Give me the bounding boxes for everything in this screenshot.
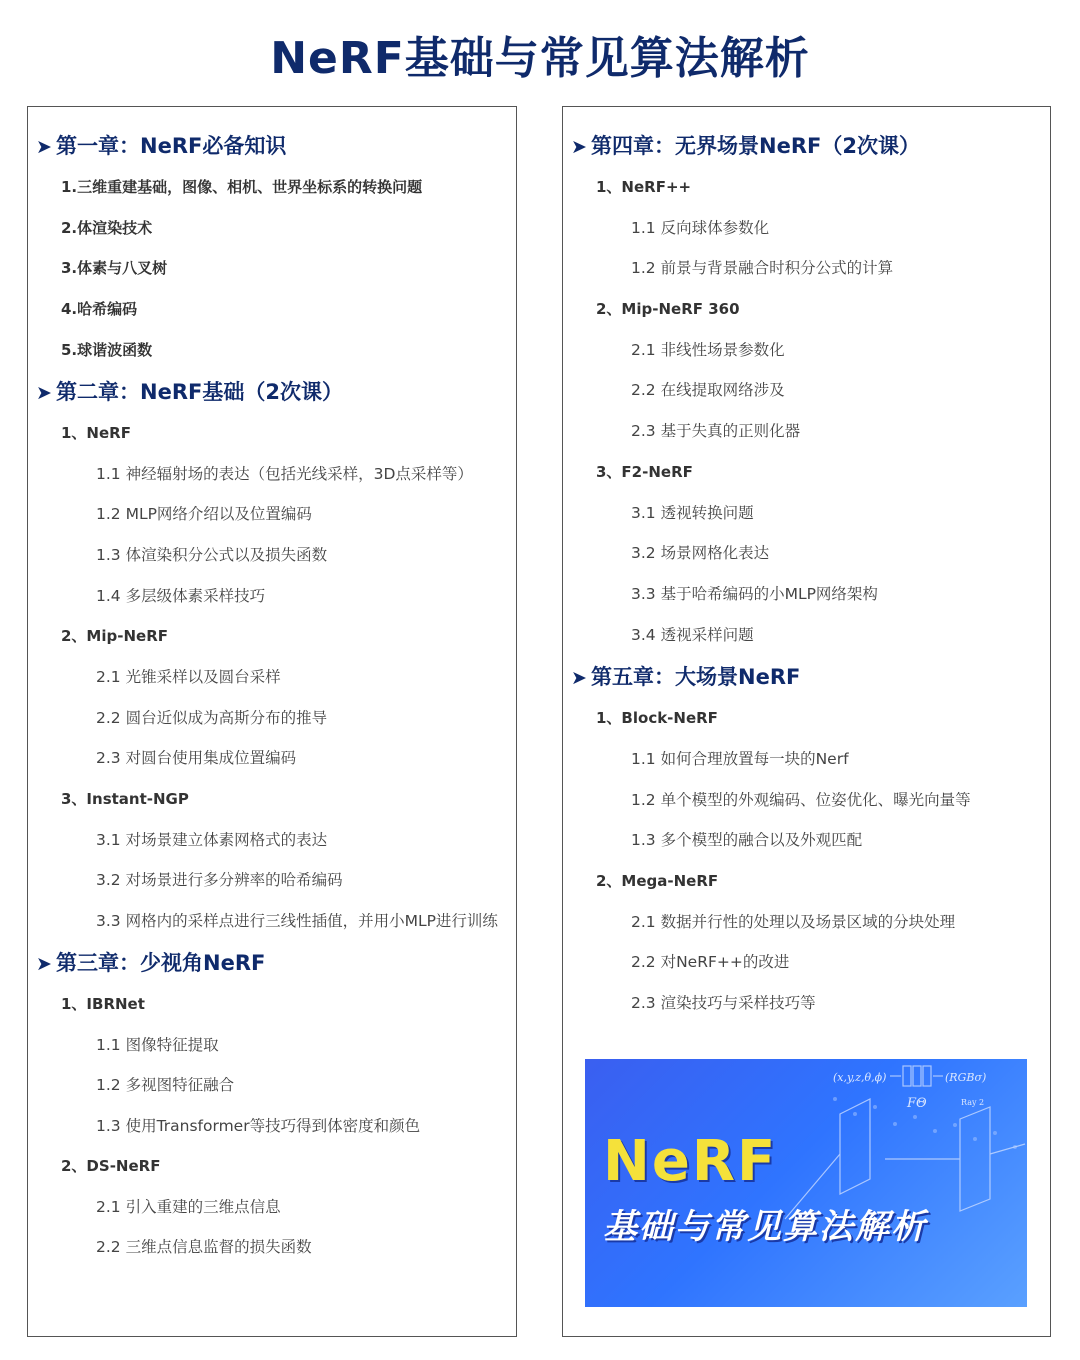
section-item: 1、Block-NeRF: [596, 709, 718, 728]
arrow-bullet-icon: ➤: [571, 136, 587, 158]
chapter-heading: [571, 662, 1050, 692]
subsection-item: 2.1 非线性场景参数化: [631, 340, 785, 359]
section-item: 2、DS-NeRF: [61, 1157, 161, 1176]
chapter-heading: [36, 131, 516, 161]
banner-ray-label: Ray 2: [961, 1098, 985, 1107]
section-item: 2、Mip-NeRF 360: [596, 300, 740, 319]
chapter-spacer: [28, 941, 516, 948]
subsection-item: 2.2 在线提取网络涉及: [631, 381, 785, 400]
subsection-item: 1.4 多层级体素采样技巧: [96, 586, 266, 605]
subsection-item: 2.3 基于失真的正则化器: [631, 422, 801, 441]
chapter-heading: [36, 948, 516, 978]
chapter-title: 第五章：大场景NeRF: [591, 665, 801, 690]
section-item: 3、Instant-NGP: [61, 789, 189, 808]
banner-formula-f: FΘ: [907, 1096, 927, 1111]
section-item: 2.体渲染技术: [61, 218, 153, 237]
subsection-item: 1.2 多视图特征融合: [96, 1076, 235, 1095]
section-item: 1、NeRF++: [596, 178, 692, 196]
arrow-bullet-icon: ➤: [571, 667, 587, 690]
right-outline: [563, 131, 1050, 1024]
subsection-item: 1.1 神经辐射场的表达（包括光线采样，3D点采样等）: [96, 465, 473, 484]
section-item: 5.球谐波函数: [61, 340, 153, 359]
subsection-item: 2.3 对圆台使用集成位置编码: [96, 749, 297, 768]
subsection-item: 1.2 MLP网络介绍以及位置编码: [96, 505, 312, 524]
subsection-item: 3.1 对场景建立体素网格式的表达: [96, 830, 328, 849]
chapter-title: 第二章：NeRF基础（2次课）: [56, 380, 343, 405]
subsection-item: 2.1 引入重建的三维点信息: [96, 1197, 281, 1216]
right-outline-panel: [562, 106, 1051, 1337]
subsection-item: 3.1 透视转换问题: [631, 503, 754, 522]
section-item: 1.三维重建基础，图像、相机、世界坐标系的转换问题: [61, 178, 423, 196]
page-title: NeRF基础与常见算法解析: [270, 33, 810, 84]
subsection-item: 3.3 基于哈希编码的小MLP网络架构: [631, 584, 878, 603]
subsection-item: 2.2 三维点信息监督的损失函数: [96, 1238, 312, 1257]
banner-formula-output: (RGBσ): [945, 1071, 987, 1084]
subsection-item: 2.3 渲染技巧与采样技巧等: [631, 994, 816, 1013]
section-item: 3.体素与八叉树: [61, 259, 168, 278]
subsection-item: 3.2 对场景进行多分辨率的哈希编码: [96, 871, 343, 890]
chapter-title: 第一章：NeRF必备知识: [56, 134, 287, 158]
subsection-item: 1.3 使用Transformer等技巧得到体密度和颜色: [96, 1117, 421, 1136]
chapter-title: 第四章：无界场景NeRF（2次课）: [591, 134, 920, 158]
chapter-heading: [36, 377, 516, 407]
subsection-item: 2.2 对NeRF++的改进: [631, 953, 790, 972]
subsection-item: 1.1 如何合理放置每一块的Nerf: [631, 749, 849, 768]
arrow-bullet-icon: ➤: [36, 953, 52, 975]
subsection-item: 1.3 体渲染积分公式以及损失函数: [96, 545, 328, 564]
subsection-item: 2.1 光锥采样以及圆台采样: [96, 667, 281, 686]
subsection-item: 3.4 透视采样问题: [631, 625, 754, 644]
banner-subtitle: 基础与常见算法解析: [603, 1207, 927, 1247]
section-item: 2、Mip-NeRF: [61, 627, 168, 646]
subsection-item: 1.1 图像特征提取: [96, 1035, 219, 1054]
section-item: 1、IBRNet: [61, 995, 145, 1013]
subsection-item: 2.1 数据并行性的处理以及场景区域的分块处理: [631, 912, 956, 931]
subsection-item: 1.2 前景与背景融合时积分公式的计算: [631, 259, 894, 278]
banner-formula-input: (x,y,z,θ,ϕ): [833, 1071, 887, 1084]
chapter-title: 第三章：少视角NeRF: [56, 951, 266, 975]
left-outline-panel: [27, 106, 517, 1337]
chapter-heading: [571, 131, 1050, 161]
section-item: 4.哈希编码: [61, 300, 138, 319]
banner-title: NeRF: [603, 1129, 778, 1194]
chapter-spacer: [28, 370, 516, 377]
subsection-item: 1.2 单个模型的外观编码、位姿优化、曝光向量等: [631, 790, 971, 809]
section-item: 2、Mega-NeRF: [596, 872, 719, 890]
subsection-item: 1.1 反向球体参数化: [631, 218, 770, 237]
chapter-spacer: [563, 655, 1050, 662]
course-banner-image: [585, 1059, 1027, 1307]
subsection-item: 3.2 场景网格化表达: [631, 544, 770, 563]
subsection-item: 2.2 圆台近似成为高斯分布的推导: [96, 708, 328, 727]
subsection-item: 3.3 网格内的采样点进行三线性插值，并用小MLP进行训练: [96, 912, 498, 930]
left-outline: [28, 131, 516, 1268]
arrow-bullet-icon: ➤: [36, 382, 52, 405]
section-item: 1、NeRF: [61, 424, 131, 443]
subsection-item: 1.3 多个模型的融合以及外观匹配: [631, 831, 863, 850]
section-item: 3、F2-NeRF: [596, 462, 693, 481]
arrow-bullet-icon: ➤: [36, 136, 52, 158]
